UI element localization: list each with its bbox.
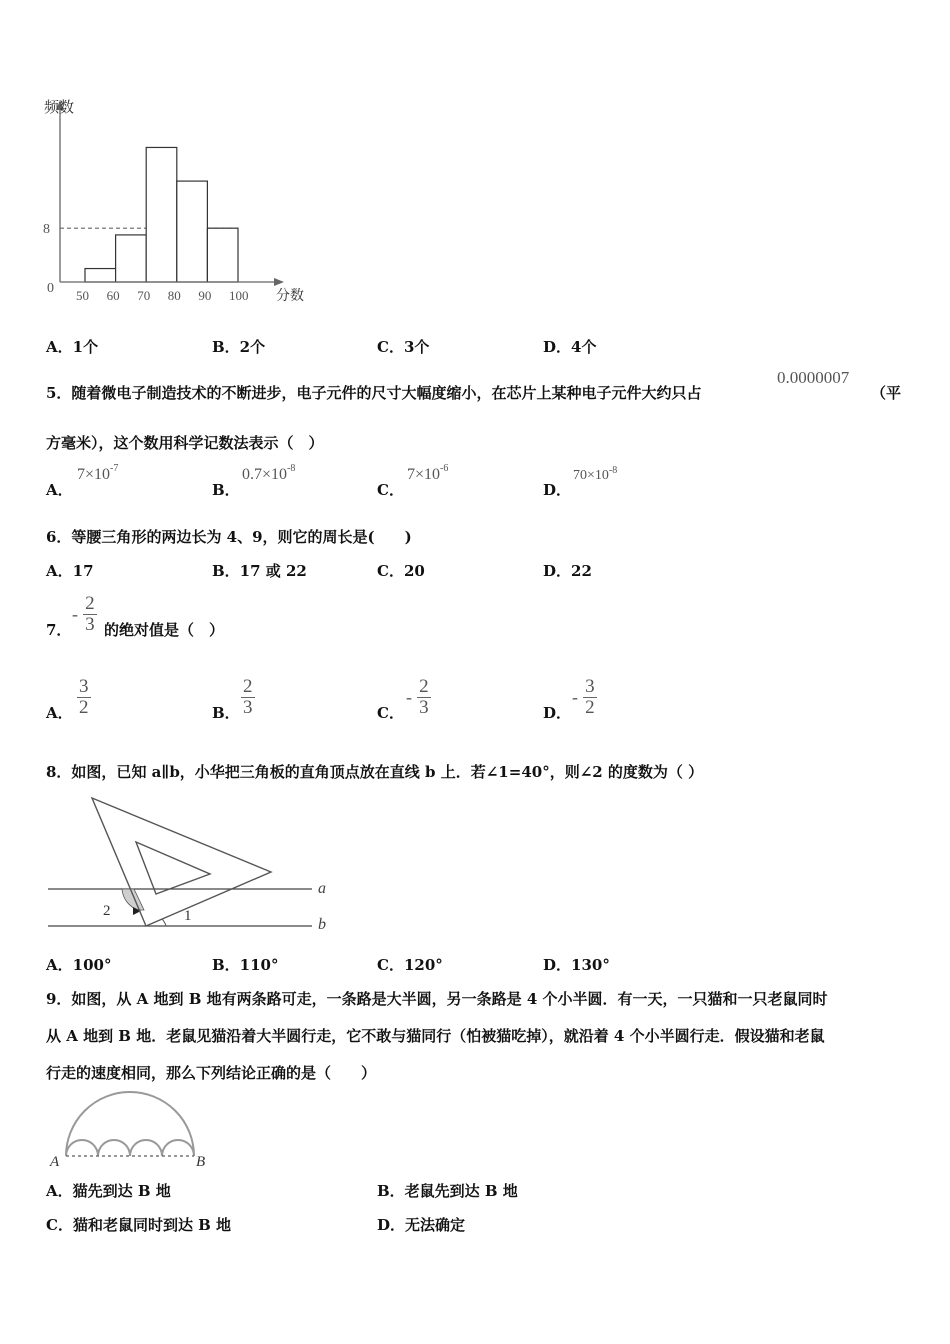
q9-option-b[interactable]: B．老鼠先到达 B 地 <box>377 1182 518 1200</box>
q5-option-a-value <box>77 463 119 484</box>
q4-option-b[interactable]: B．2个 <box>212 338 266 356</box>
x-tick-label-100: 100 <box>229 288 249 303</box>
q8-option-c[interactable]: C．120° <box>377 956 443 974</box>
label-b: b <box>318 916 326 933</box>
q8-option-d[interactable]: D．130° <box>543 956 610 974</box>
q6-text: 6．等腰三角形的两边长为 4、9，则它的周长是( ) <box>46 528 412 546</box>
q5-option-b-value <box>242 463 296 484</box>
q5-a-coef: 7 <box>77 466 85 483</box>
q5-option-c[interactable] <box>377 479 404 500</box>
q7-b-num: 2 <box>243 676 253 697</box>
histogram-bar-90-100 <box>207 228 238 282</box>
q7-num: 2 <box>85 593 95 614</box>
q6-option-b[interactable]: B．17 或 22 <box>212 562 307 580</box>
q6-option-a[interactable]: A．17 <box>46 562 94 580</box>
q5-option-d-letter: D． <box>543 481 572 499</box>
q5-a-exp: -7 <box>110 463 119 474</box>
q7-d-num: 3 <box>585 676 595 697</box>
x-tick-label-50: 50 <box>76 288 89 303</box>
q7-option-b[interactable]: B． <box>212 704 240 722</box>
q7-sign: - <box>72 603 78 624</box>
small-semicircle-2 <box>98 1140 130 1156</box>
q7-c-sign: - <box>406 686 412 707</box>
q5-c-coef: 7 <box>407 466 415 483</box>
q7-option-a[interactable]: A． <box>46 704 73 722</box>
q7-a-den: 2 <box>79 696 89 718</box>
small-semicircle-3 <box>130 1140 162 1156</box>
label-angle-2: 2 <box>103 903 111 919</box>
q5-unit-open: （平 <box>871 384 902 402</box>
small-semicircle-1 <box>66 1140 98 1156</box>
q5-b-coef: 0.7 <box>242 466 262 483</box>
q4-option-a[interactable]: A．1个 <box>46 338 99 356</box>
q9-option-c[interactable]: C．猫和老鼠同时到达 B 地 <box>46 1216 232 1234</box>
histogram-bar-50-60 <box>85 269 116 282</box>
q7-option-c-frac <box>406 677 431 718</box>
label-point-b: B <box>196 1154 206 1170</box>
x-axis-arrow <box>274 278 284 286</box>
q7-d-den: 2 <box>585 696 595 718</box>
q4-option-c[interactable]: C．3个 <box>377 338 430 356</box>
q8-option-b[interactable]: B．110° <box>212 956 279 974</box>
angle-1-arc <box>162 919 166 926</box>
q8-option-a[interactable]: A．100° <box>46 956 112 974</box>
q8-figure <box>44 790 344 940</box>
label-angle-1: 1 <box>184 908 192 924</box>
q5-option-a-letter: A． <box>46 481 73 499</box>
q7-text: 的绝对值是（ ） <box>104 621 225 639</box>
q5-d-coef: 70 <box>573 468 587 483</box>
q7-b-den: 3 <box>243 696 253 718</box>
q9-line3: 行走的速度相同，那么下列结论正确的是（ ） <box>46 1064 377 1082</box>
q7-c-den: 3 <box>419 696 429 718</box>
q5-b-exp: -8 <box>287 463 296 474</box>
q5-c-times: ×10 <box>415 466 441 483</box>
large-semicircle <box>66 1092 194 1156</box>
q5-text-line2: 方毫米），这个数用科学记数法表示（ ） <box>46 434 324 452</box>
y-marker-label: 8 <box>43 222 50 237</box>
set-square-inner <box>136 842 210 894</box>
origin-label: 0 <box>47 281 54 296</box>
q7-option-b-frac <box>241 677 255 718</box>
histogram-bar-80-90 <box>177 181 208 282</box>
q7-d-sign: - <box>572 686 578 707</box>
q5-a-times: ×10 <box>85 466 111 483</box>
q5-text-line1: 5．随着微电子制造技术的不断进步，电子元件的尺寸大幅度缩小，在芯片上某种电子元件大约只占 <box>46 384 702 402</box>
x-tick-label-90: 90 <box>198 288 212 303</box>
q8-text: 8．如图，已知 a∥b，小华把三角板的直角顶点放在直线 b 上．若∠1=40°，则∠2 的度数为（ ） <box>46 763 704 781</box>
q5-option-d-value <box>573 465 618 484</box>
q9-option-a[interactable]: A．猫先到达 B 地 <box>46 1182 171 1200</box>
q6-option-d[interactable]: D．22 <box>543 562 592 580</box>
label-point-a: A <box>50 1154 60 1170</box>
angle-2-arc <box>122 889 144 910</box>
q5-option-c-value <box>407 463 449 484</box>
q7-den: 3 <box>85 613 95 635</box>
x-tick-label-80: 80 <box>167 288 181 303</box>
q9-line2: 从 A 地到 B 地．老鼠见猫沿着大半圆行走，它不敢与猫同行（怕被猫吃掉），就沿着 4 个小半圆行走．假设猫和老鼠 <box>46 1027 825 1045</box>
q7-number: 7． <box>46 621 72 639</box>
q5-d-exp: -8 <box>608 465 618 476</box>
small-semicircle-4 <box>162 1140 194 1156</box>
q5-option-d[interactable] <box>543 479 571 500</box>
q7-option-d[interactable]: D． <box>543 704 572 722</box>
histogram-chart <box>38 92 328 317</box>
q7-c-num: 2 <box>419 676 429 697</box>
q5-option-b-letter: B． <box>212 481 240 499</box>
q5-b-times: ×10 <box>262 466 288 483</box>
q4-option-d[interactable]: D．4个 <box>543 338 597 356</box>
q6-option-c[interactable]: C．20 <box>377 562 425 580</box>
q7-option-c[interactable]: C． <box>377 704 404 722</box>
q5-c-exp: -6 <box>440 463 449 474</box>
q5-option-c-letter: C． <box>377 481 404 499</box>
q5-number: 0.0000007 <box>777 368 850 387</box>
q5-option-b[interactable] <box>212 479 240 500</box>
q7-fraction <box>72 594 97 635</box>
q5-option-a[interactable] <box>46 479 73 500</box>
q7-a-num: 3 <box>79 676 89 697</box>
q9-line1: 9．如图，从 A 地到 B 地有两条路可走，一条路是大半圆，另一条路是 4 个小半圆．有一天，一只猫和一只老鼠同时 <box>46 990 828 1008</box>
q7-option-d-frac <box>572 677 597 718</box>
q9-option-d[interactable]: D．无法确定 <box>377 1216 466 1234</box>
label-a: a <box>318 880 326 897</box>
x-tick-label-60: 60 <box>106 288 120 303</box>
q9-figure <box>46 1088 216 1170</box>
q5-d-times: ×10 <box>587 468 609 483</box>
histogram-bar-60-70 <box>116 235 147 282</box>
histogram-bar-70-80 <box>146 147 177 282</box>
y-axis-label: 频数 <box>44 100 75 116</box>
x-tick-label-70: 70 <box>137 288 151 303</box>
x-axis-label: 分数 <box>276 289 304 304</box>
q7-option-a-frac <box>77 677 91 718</box>
